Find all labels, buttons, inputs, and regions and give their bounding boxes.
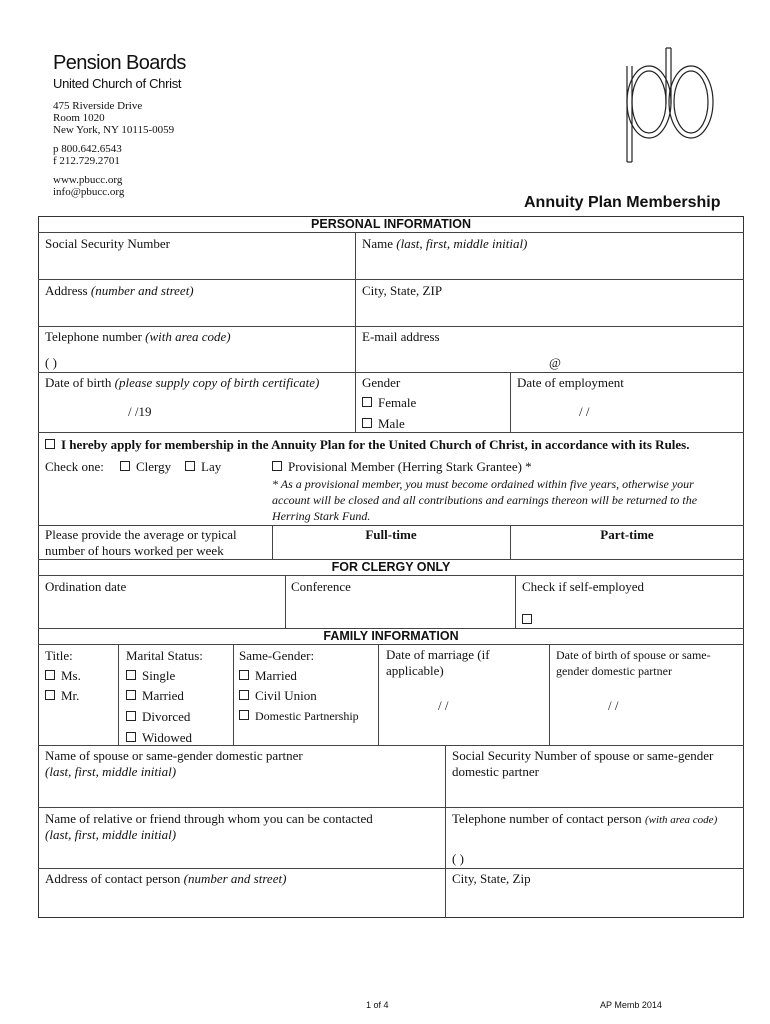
email-address: info@pbucc.org: [53, 186, 125, 198]
check-one-label: Check one:: [45, 459, 104, 474]
civil-union-option[interactable]: Civil Union: [239, 688, 317, 703]
telephone-field[interactable]: ( ): [45, 355, 57, 370]
rule: [38, 326, 744, 327]
married-checkbox[interactable]: [126, 690, 136, 700]
rule: [38, 745, 744, 746]
date-of-marriage-label: Date of marriage (if applicable): [386, 647, 490, 678]
form-id: AP Memb 2014: [600, 1000, 662, 1010]
part-time-label: Part-time: [600, 527, 654, 542]
lay-option[interactable]: Lay: [185, 459, 221, 474]
female-option[interactable]: Female: [362, 395, 416, 410]
address-field[interactable]: [40, 299, 353, 324]
conference-field[interactable]: [287, 596, 513, 626]
contact-telephone-label: Telephone number of contact person (with area code): [452, 811, 718, 826]
conference-label: Conference: [291, 579, 351, 594]
rule: [38, 432, 744, 433]
title-ms-option[interactable]: Ms.: [45, 668, 81, 683]
rule: [38, 575, 744, 576]
full-time-label: Full-time: [365, 527, 417, 542]
pb-logo: [617, 44, 727, 166]
rule: [38, 644, 744, 645]
section-personal-information: PERSONAL INFORMATION: [311, 217, 471, 231]
same-gender-married-option[interactable]: Married: [239, 668, 297, 683]
single-checkbox[interactable]: [126, 670, 136, 680]
telephone-label: Telephone number (with area code): [45, 329, 231, 344]
email-field[interactable]: @: [549, 355, 561, 370]
ordination-date-field[interactable]: [40, 596, 283, 626]
contact-city-field[interactable]: [447, 888, 742, 916]
contact-city-label: City, State, Zip: [452, 871, 531, 886]
same-gender-married-checkbox[interactable]: [239, 670, 249, 680]
clergy-checkbox[interactable]: [120, 461, 130, 471]
spouse-ssn-field[interactable]: [447, 782, 742, 805]
domestic-partnership-checkbox[interactable]: [239, 710, 249, 720]
female-checkbox[interactable]: [362, 397, 372, 407]
fax-number: f 212.729.2701: [53, 155, 120, 167]
rule: [38, 807, 744, 808]
contact-telephone-field[interactable]: ( ): [452, 851, 464, 866]
ssn-field[interactable]: [40, 250, 353, 277]
rule: [38, 279, 744, 280]
address-label: Address (number and street): [45, 283, 194, 298]
divider: [233, 644, 234, 745]
spouse-name-field[interactable]: [40, 782, 443, 805]
divider: [285, 575, 286, 628]
marital-married-option[interactable]: Married: [126, 688, 184, 703]
provisional-note: * As a provisional member, you must become ordained within five years, otherwise your account will be closed and all contributions and earnings thereon will be returned to the Herring Stark Fund.: [272, 477, 698, 523]
name-field[interactable]: [357, 252, 741, 277]
self-employed-checkbox[interactable]: [522, 614, 532, 624]
ms-checkbox[interactable]: [45, 670, 55, 680]
ssn-label: Social Security Number: [45, 236, 170, 251]
gender-label: Gender: [362, 375, 401, 390]
org-subtitle: United Church of Christ: [53, 76, 182, 91]
self-employed-label: Check if self-employed: [522, 579, 645, 594]
date-of-birth-field[interactable]: / /19: [128, 404, 152, 419]
ordination-date-label: Ordination date: [45, 579, 127, 594]
provisional-checkbox[interactable]: [272, 461, 282, 471]
spouse-ssn-label: Social Security Number of spouse or same-gender domestic partner: [452, 748, 714, 779]
org-name: Pension Boards: [53, 52, 186, 74]
address-line-1: 475 Riverside Drive: [53, 100, 143, 112]
divider: [445, 745, 446, 918]
title-label: Title:: [45, 648, 73, 663]
spouse-dob-label: Date of birth of spouse or same-gender domestic partner: [556, 648, 711, 678]
marital-widowed-option[interactable]: Widowed: [126, 730, 192, 745]
male-checkbox[interactable]: [362, 418, 372, 428]
rule: [38, 232, 744, 233]
part-time-hours-field[interactable]: [512, 542, 742, 558]
lay-checkbox[interactable]: [185, 461, 195, 471]
city-state-zip-field[interactable]: [357, 299, 741, 324]
phone-number: p 800.642.6543: [53, 143, 122, 155]
divorced-checkbox[interactable]: [126, 711, 136, 721]
marital-single-option[interactable]: Single: [126, 668, 175, 683]
relative-name-label: Name of relative or friend through whom you can be contacted (last, first, middle initial): [45, 811, 373, 842]
divider: [378, 644, 379, 745]
date-of-birth-label: Date of birth (please supply copy of birth certificate): [45, 375, 320, 390]
marital-divorced-option[interactable]: Divorced: [126, 709, 190, 724]
male-option[interactable]: Male: [362, 416, 405, 431]
address-line-3: New York, NY 10115-0059: [53, 124, 175, 136]
apply-checkbox[interactable]: [45, 439, 55, 449]
marital-status-label: Marital Status:: [126, 648, 203, 663]
provisional-option[interactable]: Provisional Member (Herring Stark Grantee) *: [272, 459, 532, 474]
divider: [549, 644, 550, 745]
title-mr-option[interactable]: Mr.: [45, 688, 79, 703]
section-family-information: FAMILY INFORMATION: [323, 629, 459, 643]
full-time-hours-field[interactable]: [274, 542, 508, 558]
relative-name-field[interactable]: [40, 844, 443, 866]
document-title: Annuity Plan Membership: [524, 194, 721, 211]
divider: [510, 372, 511, 432]
divider: [515, 575, 516, 628]
rule: [38, 868, 744, 869]
clergy-option[interactable]: Clergy: [120, 459, 171, 474]
date-of-marriage-field[interactable]: / /: [438, 698, 449, 713]
apply-statement[interactable]: I hereby apply for membership in the Annuity Plan for the United Church of Christ, in accordance with its Rules.: [45, 437, 690, 452]
website: www.pbucc.org: [53, 174, 123, 186]
hours-worked-label: Please provide the average or typical number of hours worked per week: [45, 527, 237, 558]
widowed-checkbox[interactable]: [126, 732, 136, 742]
rule: [38, 525, 744, 526]
section-for-clergy-only: FOR CLERGY ONLY: [331, 560, 451, 574]
address-line-2: Room 1020: [53, 112, 105, 124]
spouse-dob-field[interactable]: / /: [608, 698, 619, 713]
date-of-employment-label: Date of employment: [517, 375, 624, 390]
page-number: 1 of 4: [366, 1000, 389, 1010]
divider: [118, 644, 119, 745]
email-label: E-mail address: [362, 329, 440, 344]
contact-address-field[interactable]: [40, 888, 443, 916]
same-gender-label: Same-Gender:: [239, 648, 315, 663]
domestic-partnership-option[interactable]: Domestic Partnership: [239, 709, 359, 724]
date-of-employment-field[interactable]: / /: [579, 404, 590, 419]
civil-union-checkbox[interactable]: [239, 690, 249, 700]
city-state-zip-label: City, State, ZIP: [362, 283, 443, 298]
contact-address-label: Address of contact person (number and street): [45, 871, 287, 886]
spouse-name-label: Name of spouse or same-gender domestic partner (last, first, middle initial): [45, 748, 303, 779]
name-label: Name (last, first, middle initial): [362, 236, 528, 251]
divider: [355, 232, 356, 432]
mr-checkbox[interactable]: [45, 690, 55, 700]
rule: [38, 372, 744, 373]
